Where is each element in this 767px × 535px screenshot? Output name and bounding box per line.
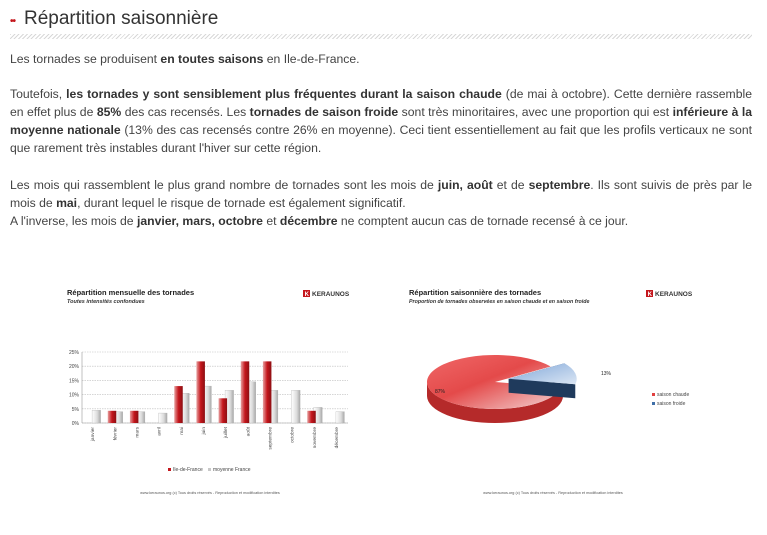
bar-chart-ytick-5: 25%	[68, 350, 79, 356]
bar-chart-footer: www.keraunos.org (c) Tous droits réservés - Reproduction et modification interdites	[140, 491, 280, 495]
bar-chart-xtick-5: juin	[201, 427, 207, 435]
bar-chart-ytick-0: 0%	[71, 421, 79, 427]
pie-chart-title: Répartition saisonnière des tornades	[409, 288, 542, 297]
bar-idf-2	[130, 411, 139, 423]
legend-swatch-froide	[652, 402, 655, 405]
bar-france-0	[92, 410, 101, 423]
paragraph-seasons	[10, 85, 752, 157]
legend-label-froide: saison froide	[657, 401, 686, 407]
legend-swatch-france	[208, 468, 211, 471]
bar-chart-ytick-1: 5%	[71, 406, 79, 413]
p2-run-6: sont très minoritaires, avec une proportion qui est	[398, 105, 673, 119]
p3-run-6: , durant lequel le risque de tornade est également significatif.	[77, 196, 406, 210]
p3-run-10: et	[262, 214, 280, 228]
bar-idf-4	[174, 386, 183, 423]
pie-label-chaude: 87%	[435, 389, 446, 395]
p2-run-1: les tornades y sont sensiblement plus fréquentes durant la saison chaude	[66, 87, 502, 101]
bar-france-11	[336, 412, 345, 423]
bar-chart-xtick-9: octobre	[290, 427, 296, 443]
p3-run-4: . Ils sont suivis de près par le mois de	[10, 178, 752, 210]
bar-idf-5	[196, 361, 205, 423]
legend-swatch-idf	[168, 468, 171, 471]
bar-chart-subtitle: Toutes intensités confondues	[67, 299, 145, 305]
bar-chart-xtick-7: août	[246, 427, 252, 437]
p2-run-5: tornades de saison froide	[249, 105, 399, 119]
bar-chart-brand-logo-text: KERAUNOS	[312, 291, 350, 298]
bar-idf-7	[241, 361, 250, 423]
p1-run-1: en toutes saisons	[160, 52, 264, 66]
p3-run-9: janvier, mars, octobre	[136, 214, 263, 228]
section-header	[10, 8, 752, 38]
p2-run-2: (de mai à octobre). Cette dernière rassemble en effet plus de	[10, 87, 752, 119]
bar-chart-xtick-0: janvier	[91, 427, 97, 442]
bar-chart-xtick-8: septembre	[268, 427, 274, 450]
p2-run-3: 85%	[96, 105, 122, 119]
paragraph-intro	[10, 50, 752, 68]
pie-chart-footer: www.keraunos.org (c) Tous droits réservés - Reproduction et modification interdites	[483, 491, 623, 495]
p2-run-4: des cas recensés. Les	[121, 105, 250, 119]
p3-run-3: septembre	[528, 178, 591, 192]
legend-label-france: moyenne France	[213, 467, 251, 474]
p1-run-0: Les tornades se produisent	[10, 52, 161, 66]
p3-run-12: ne comptent aucun cas de tornade recensé à ce jour.	[337, 214, 629, 228]
section-bullet-icon: ••	[10, 16, 16, 27]
p2-run-0: Toutefois,	[10, 87, 67, 101]
legend-label-chaude: saison chaude	[657, 392, 690, 398]
bar-chart-brand-logo-icon-glyph: K	[304, 292, 309, 298]
bar-chart-brand-logo	[303, 290, 350, 298]
pie-chart-subtitle: Proportion de tornades observées en saison chaude et en saison froide	[409, 299, 590, 305]
p2-run-8: (13% des cas recensés contre 26% en moyenne). Ceci tient essentiellement au fait que les profils verticaux ne sont que rarement très instables durant l'hiver sur cette région.	[10, 123, 752, 155]
p1-run-2: en Ile-de-France.	[263, 52, 360, 66]
seasonal-pie-chart	[405, 283, 700, 498]
bar-chart-xtick-4: mai	[179, 427, 185, 435]
p3-run-1: juin, août	[437, 178, 493, 192]
bar-chart-xtick-1: février	[113, 427, 119, 441]
bar-idf-1	[108, 411, 117, 423]
monthly-bar-chart	[60, 283, 360, 498]
legend-label-idf: Ile-de-France	[173, 467, 203, 474]
legend-swatch-chaude	[652, 393, 655, 396]
bar-chart-title: Répartition mensuelle des tornades	[67, 288, 195, 297]
seasonal-pie-chart-svg	[405, 283, 700, 498]
pie-label-froide: 13%	[601, 371, 612, 377]
p3-run-2: et de	[492, 178, 529, 192]
bar-chart-ytick-4: 20%	[68, 364, 79, 371]
paragraph-months	[10, 176, 752, 230]
section-divider	[10, 34, 752, 39]
bar-france-3	[159, 413, 168, 423]
bar-france-9	[292, 390, 301, 423]
bar-idf-8	[263, 361, 272, 423]
bar-chart-xtick-10: novembre	[312, 427, 318, 449]
pie-chart-brand-logo-icon-glyph: K	[647, 292, 652, 298]
bar-chart-xtick-2: mars	[135, 427, 141, 438]
bar-chart-xtick-3: avril	[157, 427, 163, 436]
bar-chart-ytick-2: 10%	[68, 392, 79, 399]
p3-run-0: Les mois qui rassemblent le plus grand nombre de tornades sont les mois de	[10, 178, 438, 192]
p3-run-11: décembre	[279, 214, 338, 228]
bar-chart-xtick-11: décembre	[334, 427, 340, 449]
section-title: Répartition saisonnière	[24, 8, 219, 29]
monthly-bar-chart-svg	[60, 283, 360, 498]
p2-run-7: inférieure à la moyenne nationale	[10, 105, 752, 137]
bar-idf-6	[219, 398, 228, 423]
p3-run-5: mai	[56, 196, 78, 210]
p3-run-8: A l'inverse, les mois de	[10, 214, 137, 228]
bar-idf-10	[307, 411, 316, 423]
pie-chart-brand-logo	[646, 290, 693, 298]
bar-chart-xtick-6: juillet	[224, 427, 230, 438]
bar-chart-ytick-3: 15%	[68, 378, 79, 385]
pie-chart-brand-logo-text: KERAUNOS	[655, 291, 693, 298]
